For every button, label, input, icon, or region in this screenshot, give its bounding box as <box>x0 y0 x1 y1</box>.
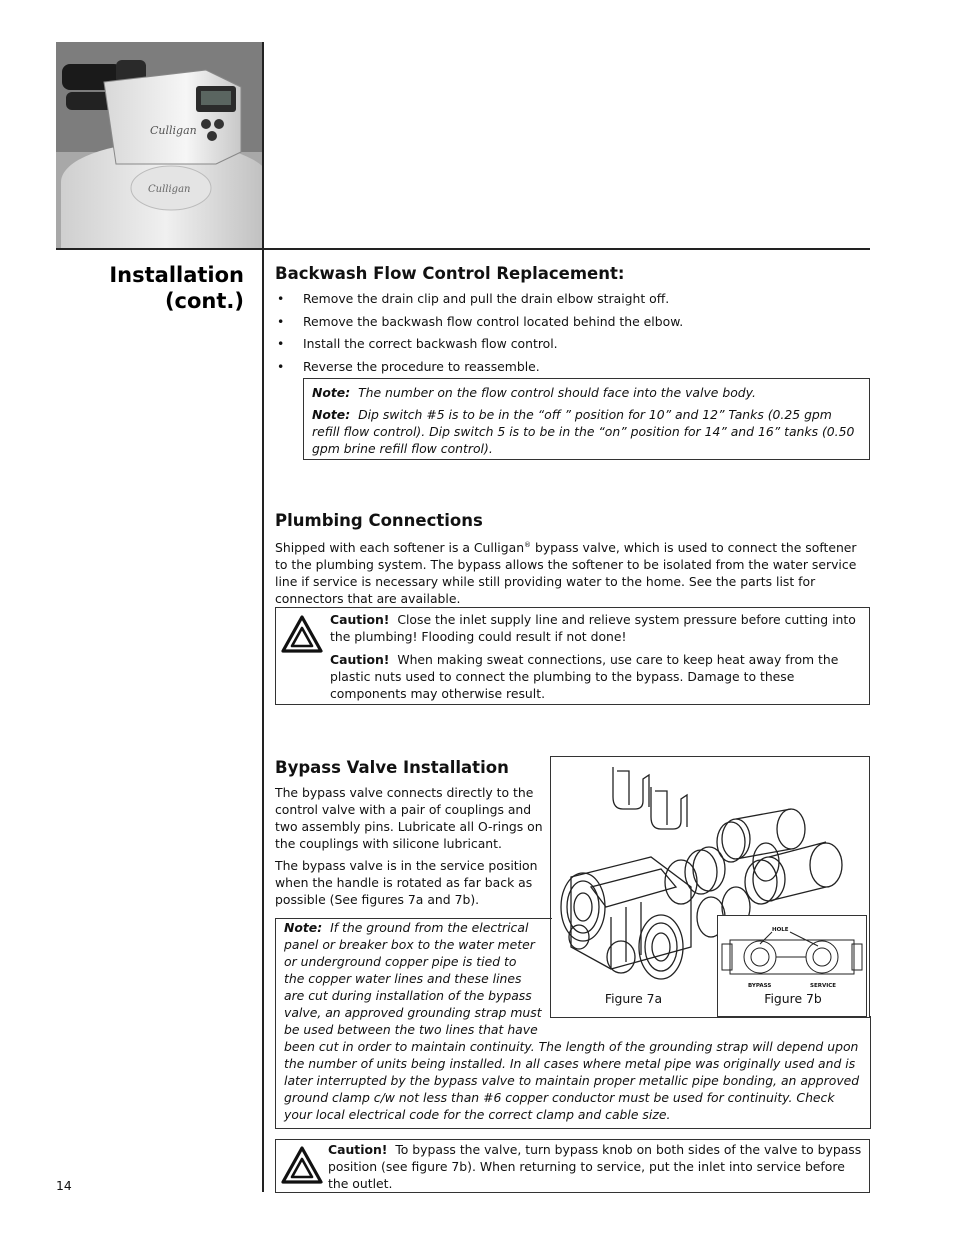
grounding-note-box <box>275 918 870 1129</box>
backwash-heading: Backwash Flow Control Replacement: <box>275 264 625 283</box>
caution-text: When making sweat connections, use care to keep heat away from the plastic nuts used to connect the plumbing to the bypass. Damage to these components may otherwise result. <box>330 652 839 701</box>
page-number: 14 <box>56 1178 72 1193</box>
note-line: panel or breaker box to the water meter <box>284 937 535 952</box>
bypass-paragraph-2: The bypass valve is in the service position when the handle is rotated as far back as possible (See figures 7a and 7b). <box>275 858 538 907</box>
warning-triangle-icon <box>280 614 324 654</box>
backwash-steps <box>275 290 869 380</box>
caution-label: Caution! <box>330 612 390 627</box>
note-dip-switch <box>312 406 861 457</box>
note-label: Note: <box>284 920 323 935</box>
fig7b-hole-label: HOLE <box>772 927 789 933</box>
note-line: are cut during installation of the bypass <box>284 988 532 1003</box>
registered-mark: ® <box>524 541 532 549</box>
figure-7b-caption: Figure 7b <box>764 991 822 1006</box>
bypass-heading: Bypass Valve Installation <box>275 758 509 777</box>
grounding-note-narrow <box>284 919 554 1038</box>
warning-triangle-icon <box>280 1145 324 1185</box>
note-line-text: If the ground from the electrical <box>330 920 529 935</box>
horizontal-divider <box>56 248 870 250</box>
bypass-caution-box <box>275 1139 870 1193</box>
plumbing-paragraph <box>275 537 865 607</box>
plumbing-caution-box <box>275 607 870 705</box>
section-title <box>44 262 244 314</box>
list-item: • Remove the drain clip and pull the drain elbow straight off. <box>275 290 869 307</box>
caution-text: Close the inlet supply line and relieve system pressure before cutting into the plumbing! Flooding could result if not done! <box>330 612 856 644</box>
note-line <box>284 919 554 936</box>
caution-sweat-connections <box>330 651 860 702</box>
fig7b-bypass-label: BYPASS <box>748 983 772 989</box>
list-item: • Remove the backwash flow control located behind the elbow. <box>275 313 869 330</box>
note-box-right-border <box>870 1016 871 1129</box>
note-text: Dip switch #5 is to be in the “off ” position for 10” and 12” Tanks (0.25 gpm refill flow control). Dip switch 5 is to be in the “on” position for 14” and 16” tanks (0.50 gpm brine refill flow control). <box>312 407 855 456</box>
caution-bypass-knob <box>328 1141 864 1192</box>
caution-text: To bypass the valve, turn bypass knob on both sides of the valve to bypass position (see figure 7b). When returning to service, put the inlet into service before the outlet. <box>328 1142 862 1191</box>
note-line: be used between the two lines that have <box>284 1022 538 1037</box>
caution-label: Caution! <box>330 652 390 667</box>
culligan-logo-tank: Culligan <box>148 184 191 195</box>
note-line: the copper water lines and these lines <box>284 971 522 986</box>
culligan-logo-head: Culligan <box>150 124 197 137</box>
note-flow-control <box>312 384 861 401</box>
fig7b-service-label: SERVICE <box>810 983 837 989</box>
plumbing-text-a: Shipped with each softener is a Culligan <box>275 540 525 556</box>
note-text: The number on the flow control should face into the valve body. <box>358 385 756 400</box>
caution-cut-plumbing <box>330 611 860 645</box>
note-label: Note: <box>312 407 351 422</box>
section-title-line2: (cont.) <box>164 289 244 313</box>
list-item: • Reverse the procedure to reassemble. <box>275 358 869 375</box>
backwash-note-box <box>303 378 870 460</box>
bypass-paragraph-1: The bypass valve connects directly to the control valve with a pair of couplings and two assembly pins. Lubricate all O-rings on the couplings with silicone lubricant. <box>275 785 543 851</box>
control-valve-illustration <box>56 42 263 248</box>
figure-7a-caption: Figure 7a <box>604 991 663 1006</box>
header-product-photo <box>56 42 263 248</box>
note-line: valve, an approved grounding strap must <box>284 1005 542 1020</box>
note-line: or underground copper pipe is tied to <box>284 954 517 969</box>
note-label: Note: <box>312 385 351 400</box>
plumbing-text-b: bypass valve, which is used to connect the softener to the plumbing system. The bypass allows the softener to be isolated from the water service line if service is necessary while still providing water to the home. See the parts list for connectors that are available. <box>275 540 857 607</box>
section-title-line1: Installation <box>109 263 244 287</box>
plumbing-heading: Plumbing Connections <box>275 511 483 530</box>
list-item: • Install the correct backwash flow control. <box>275 335 869 352</box>
vertical-divider <box>262 42 264 1192</box>
caution-label: Caution! <box>328 1142 388 1157</box>
grounding-note-wide: been cut in order to maintain continuity. The length of the grounding strap will depend upon the number of units being installed. In all cases where metal pipe was originally used and is later interrupted by the bypass valve to maintain proper metallic pipe bonding, an approved ground clamp c/w not less than #6 copper conductor must be used for continuity. Check your local electrical code for the correct clamp and cable size. <box>284 1039 860 1122</box>
